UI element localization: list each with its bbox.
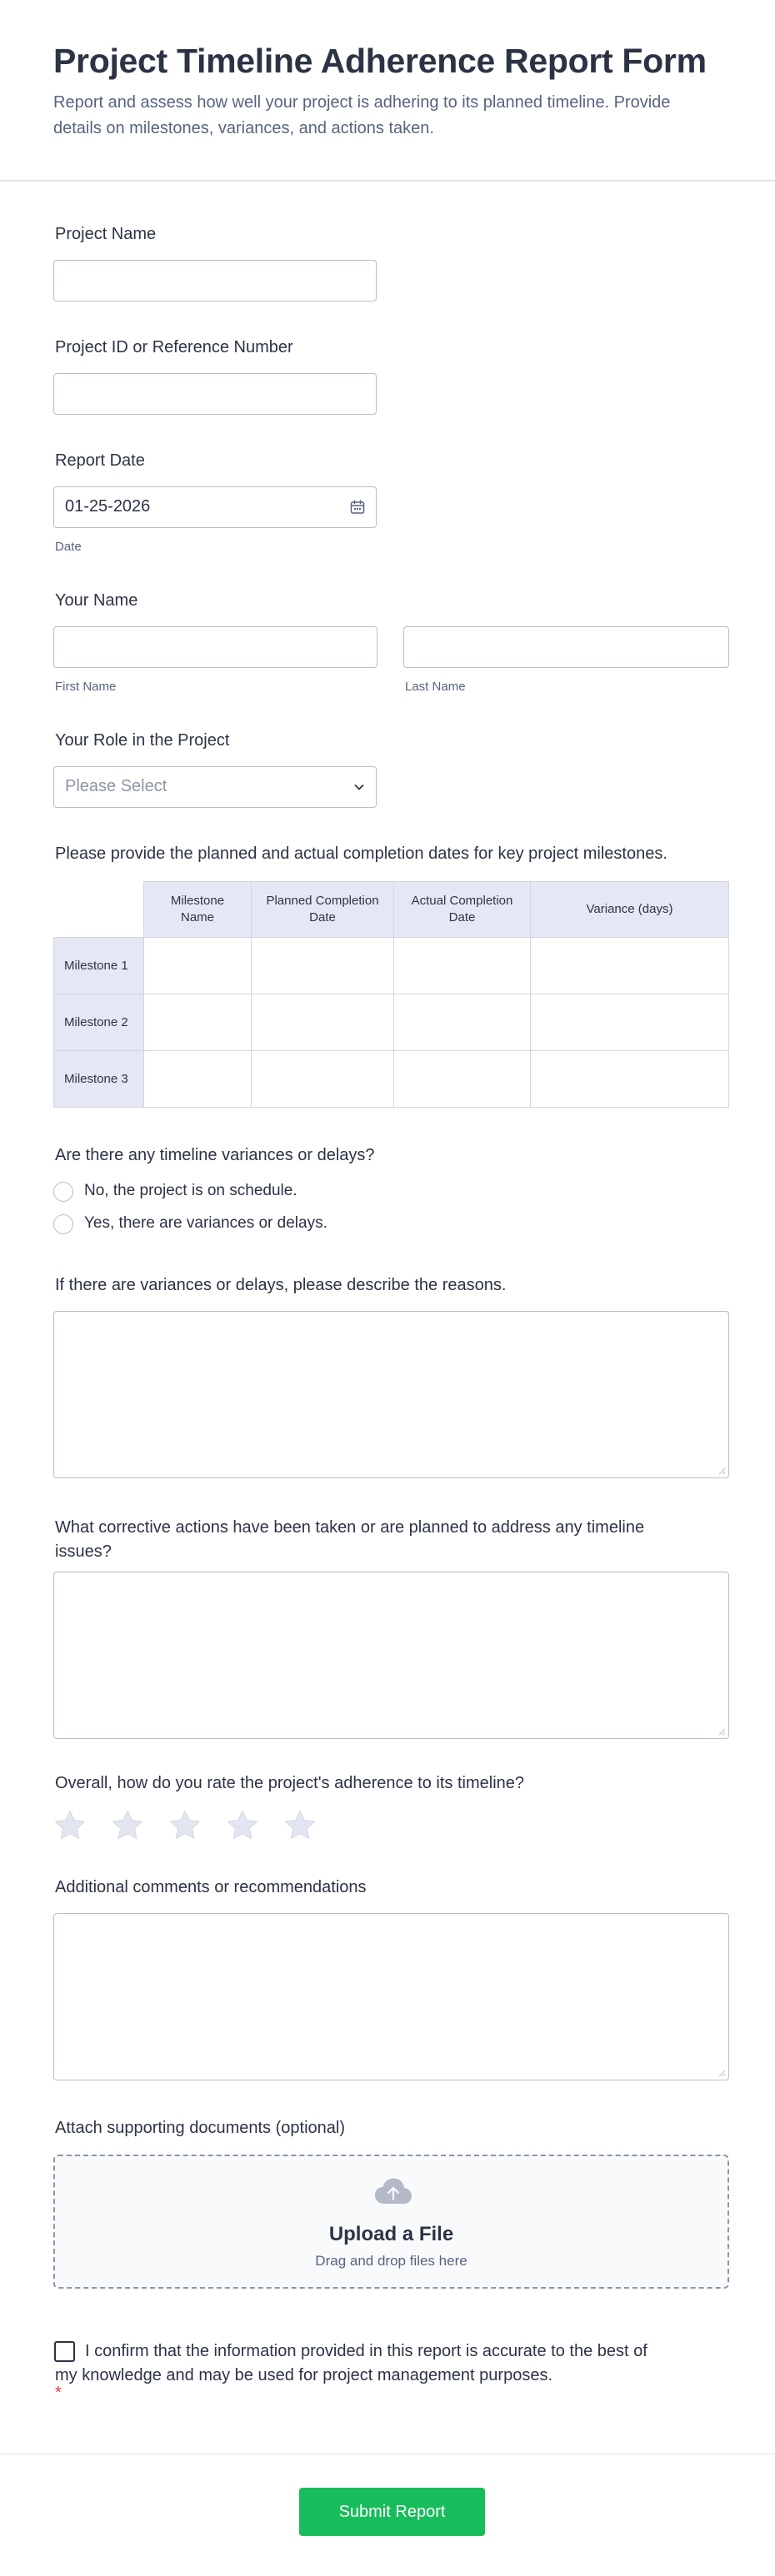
reasons-textarea[interactable] bbox=[53, 1311, 729, 1478]
report-date-sublabel: Date bbox=[55, 540, 82, 554]
resize-grip-icon[interactable] bbox=[718, 2069, 726, 2077]
upload-subtitle: Drag and drop files here bbox=[315, 2253, 468, 2269]
table-corner bbox=[53, 881, 144, 938]
last-name-sublabel: Last Name bbox=[405, 680, 466, 694]
resize-grip-icon[interactable] bbox=[718, 1727, 726, 1736]
required-asterisk: * bbox=[55, 2384, 62, 2402]
upload-label: Attach supporting documents (optional) bbox=[55, 2119, 345, 2137]
project-id-input[interactable] bbox=[53, 373, 377, 415]
comments-textarea[interactable] bbox=[53, 1913, 729, 2080]
rating-label: Overall, how do you rate the project's adherence to its timeline? bbox=[55, 1774, 525, 1792]
form-footer bbox=[0, 2454, 775, 2576]
radio-on-schedule-label[interactable]: No, the project is on schedule. bbox=[84, 1182, 298, 1199]
row-header: Milestone 3 bbox=[53, 1051, 144, 1108]
table-cell-input[interactable] bbox=[252, 994, 394, 1051]
first-name-input[interactable] bbox=[53, 626, 378, 668]
table-cell-input[interactable] bbox=[394, 938, 531, 994]
column-header: Actual Completion Date bbox=[394, 881, 531, 938]
first-name-sublabel: First Name bbox=[55, 680, 117, 694]
table-cell-input[interactable] bbox=[252, 1051, 394, 1108]
table-row bbox=[53, 1051, 729, 1108]
report-date-label: Report Date bbox=[55, 451, 145, 470]
last-name-input[interactable] bbox=[403, 626, 729, 668]
table-cell-input[interactable] bbox=[531, 1051, 729, 1108]
your-name-label: Your Name bbox=[55, 591, 138, 610]
table-cell-input[interactable] bbox=[531, 994, 729, 1051]
row-header: Milestone 2 bbox=[53, 994, 144, 1051]
submit-button[interactable]: Submit Report bbox=[299, 2488, 485, 2536]
report-date-value: 01-25-2026 bbox=[65, 497, 151, 516]
form-title: Project Timeline Adherence Report Form bbox=[53, 42, 707, 80]
radio-has-variances[interactable] bbox=[53, 1214, 73, 1234]
form-header bbox=[0, 0, 775, 182]
role-label: Your Role in the Project bbox=[55, 731, 230, 750]
project-name-input[interactable] bbox=[53, 260, 377, 301]
table-row bbox=[53, 938, 729, 994]
table-cell-input[interactable] bbox=[394, 1051, 531, 1108]
column-header: Variance (days) bbox=[531, 881, 729, 938]
column-header: Planned Completion Date bbox=[252, 881, 394, 938]
table-cell-input[interactable] bbox=[531, 938, 729, 994]
star-icon[interactable] bbox=[53, 1809, 87, 1842]
file-upload-dropzone[interactable] bbox=[53, 2155, 729, 2289]
table-row bbox=[53, 994, 729, 1051]
table-cell-input[interactable] bbox=[144, 994, 252, 1051]
star-icon[interactable] bbox=[226, 1809, 259, 1842]
confirm-text: I confirm that the information provided in this report is accurate to the best of my knowledge and may be used for project management purposes. bbox=[55, 2342, 648, 2384]
project-name-label: Project Name bbox=[55, 225, 157, 243]
star-icon[interactable] bbox=[168, 1809, 202, 1842]
radio-has-variances-label[interactable]: Yes, there are variances or delays. bbox=[84, 1214, 328, 1232]
corrective-label: What corrective actions have been taken or are planned to address any timeline issues? bbox=[55, 1518, 645, 1561]
milestones-table bbox=[53, 881, 729, 1108]
comments-label: Additional comments or recommendations bbox=[55, 1878, 367, 1896]
table-cell-input[interactable] bbox=[394, 994, 531, 1051]
resize-grip-icon[interactable] bbox=[718, 1467, 726, 1475]
reasons-label: If there are variances or delays, please describe the reasons. bbox=[55, 1276, 507, 1294]
milestones-question: Please provide the planned and actual completion dates for key project milestones. bbox=[55, 845, 668, 863]
variances-question: Are there any timeline variances or delays? bbox=[55, 1146, 375, 1164]
calendar-icon[interactable] bbox=[349, 499, 366, 516]
role-select-placeholder: Please Select bbox=[65, 777, 168, 795]
project-id-label: Project ID or Reference Number bbox=[55, 338, 293, 356]
star-icon[interactable] bbox=[283, 1809, 317, 1842]
confirm-checkbox[interactable] bbox=[54, 2341, 75, 2362]
star-icon[interactable] bbox=[111, 1809, 144, 1842]
radio-on-schedule[interactable] bbox=[53, 1182, 73, 1202]
chevron-down-icon bbox=[352, 780, 366, 794]
upload-title: Upload a File bbox=[328, 2223, 454, 2245]
cloud-upload-icon bbox=[374, 2177, 412, 2205]
table-cell-input[interactable] bbox=[252, 938, 394, 994]
table-cell-input[interactable] bbox=[144, 938, 252, 994]
row-header: Milestone 1 bbox=[53, 938, 144, 994]
column-header: Milestone Name bbox=[144, 881, 252, 938]
table-cell-input[interactable] bbox=[144, 1051, 252, 1108]
corrective-textarea[interactable] bbox=[53, 1572, 729, 1739]
form-description: Report and assess how well your project is adhering to its planned timeline. Provide details on milestones, variances, and actions taken. bbox=[53, 93, 671, 137]
role-select[interactable] bbox=[53, 766, 377, 808]
report-date-input[interactable] bbox=[53, 486, 377, 528]
